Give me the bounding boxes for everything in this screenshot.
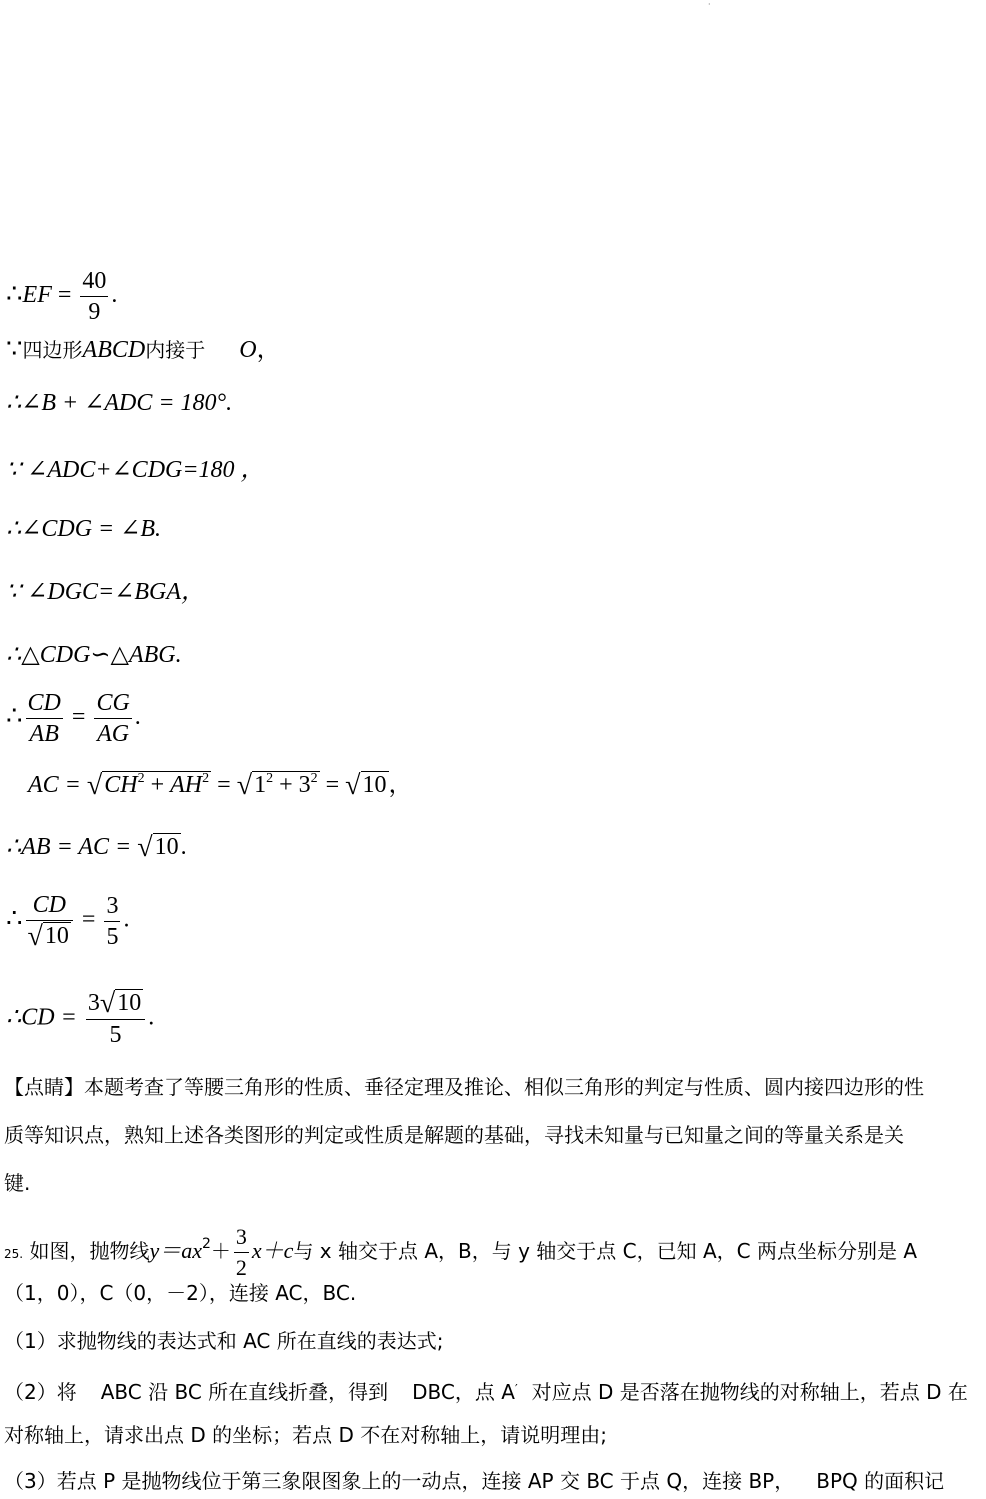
problem-25-part-3: （3）若点 P 是抛物线位于第三象限图象上的一动点，连接 AP 交 BC 于点 Q，连接 BP， BPQ 的面积记 [4, 1469, 945, 1493]
problem-25-part-2-cont: 对称轴上，请求出点 D 的坐标；若点 D 不在对称轴上，请说明理由; [4, 1423, 607, 1447]
eq-cd-ratio: ∴ $\frac{CD}{√10}$ = $\frac{3}{5}$ . [6, 892, 130, 952]
eq-angle-cdg: ∴∠CDG = ∠B. [6, 516, 162, 542]
scan-mark: · [708, 0, 711, 9]
similar-triangles: ∴△CDG∽△ABG. [6, 642, 182, 668]
eq-ef: ∴EF = $\frac{40}{9}$ . [6, 268, 118, 325]
sqrt: $√CH^2 + AH^2$ [86, 770, 210, 801]
problem-25-part-1: （1）求抛物线的表达式和 AC 所在直线的表达式; [4, 1329, 444, 1353]
comment-line-1: 【点睛】本题考查了等腰三角形的性质、垂径定理及推论、相似三角形的判定与性质、圆内接四边形的性 [4, 1075, 924, 1099]
eq-angle-dgc: ∵ ∠DGC=∠BGA， [6, 579, 206, 605]
eq-ratio: ∴ $\frac{CD}{AB}$ = $\frac{CG}{AG}$ . [6, 690, 141, 747]
comment-line-3: 键. [4, 1171, 31, 1195]
problem-25-part-2: （2）将 ABC 沿 BC 所在直线折叠，得到 DBC，点 A′ 对应点 D 是否落在抛物线的对称轴上，若点 D 在 [4, 1380, 968, 1404]
problem-25-line-2: （1，0），C（0，－2），连接 AC，BC. [4, 1281, 357, 1305]
eq-angle-sum: ∴∠B + ∠ADC = 180°. [6, 390, 233, 416]
therefore-symbol: ∴ [6, 279, 23, 309]
comment-line-2: 质等知识点，熟知上述各类图形的判定或性质是解题的基础，寻找未知量与已知量之间的等量关系是关 [4, 1123, 904, 1147]
problem-25-line-1: 25. 如图，抛物线$y=ax^2+$ $\frac{3}{2}$ x＋c与 x 轴交于点 A，B，与 y 轴交于点 C，已知 A，C 两点坐标分别是 A [4, 1224, 918, 1280]
eq-ac: AC = $√CH^2 + AH^2 = √1^2 + 3^2 = √10$， [28, 770, 413, 801]
eq-cd-value: ∴CD = $\frac{3√10}{5}$ . [6, 988, 155, 1048]
quad-inscribed: ∵四边形ABCD内接于 O， [6, 334, 281, 363]
eq-angle-supplement: ∵ ∠ADC+∠CDG=180 ， [6, 457, 265, 483]
eq-ab-ac: ∴AB = AC = √10. [6, 832, 187, 863]
fraction: $\frac{40}{9}$ [82, 268, 107, 325]
